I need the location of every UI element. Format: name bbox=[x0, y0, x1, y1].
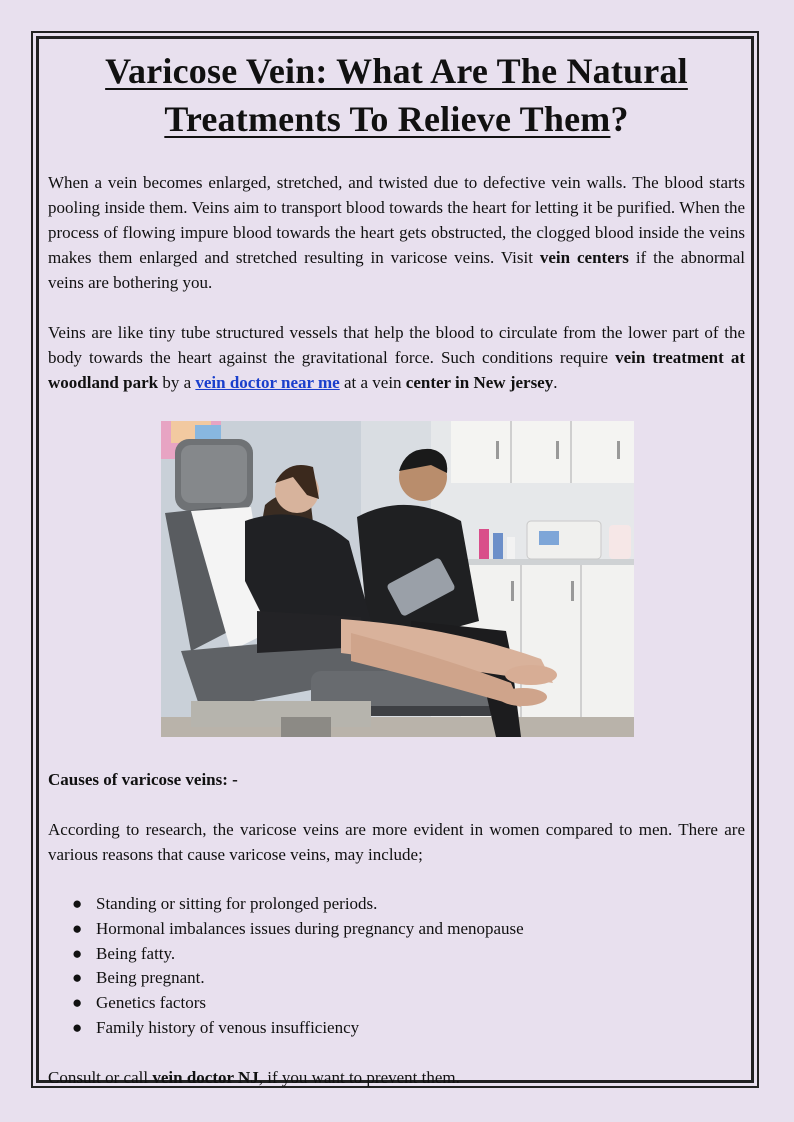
vein-doctor-near-me-link[interactable]: vein doctor near me bbox=[195, 373, 340, 392]
consult-paragraph bbox=[48, 1065, 745, 1090]
clinic-photo bbox=[161, 421, 634, 737]
document-body bbox=[48, 47, 745, 1090]
causes-heading: Causes of varicose veins: - bbox=[48, 770, 238, 789]
veins-tail: . bbox=[553, 373, 558, 392]
list-item bbox=[72, 966, 745, 991]
page-title bbox=[48, 47, 745, 143]
list-item bbox=[72, 892, 745, 917]
bullet-icon: ● bbox=[72, 993, 83, 1013]
intro-text: When a vein becomes enlarged, stretched, and twisted due to defective vein walls. The blood starts pooling inside them. Veins aim to transport blood towards the heart for letting it be purified. When the process of flowing impure blood towards the heart gets obstructed, the clogged blood inside the veins makes them enlarged and stretched resulting in varicose veins. Visit bbox=[48, 173, 745, 267]
bullet-icon: ● bbox=[72, 1017, 83, 1037]
list-item-text: Standing or sitting for prolonged periods. bbox=[96, 894, 378, 913]
veins-text: Veins are like tiny tube structured vessels that help the blood to circulate from the lower part of the body towards the heart against the gravitational force. Such conditions require bbox=[48, 323, 745, 367]
veins-mid-2: at a vein bbox=[339, 373, 406, 392]
list-item bbox=[72, 991, 745, 1016]
vein-doctor-nj-bold: vein doctor NJ bbox=[152, 1067, 259, 1087]
causes-list bbox=[48, 892, 745, 1041]
bullet-icon: ● bbox=[72, 968, 83, 988]
consult-text: Consult or call bbox=[48, 1067, 153, 1087]
center-new-jersey-bold: center in New jersey bbox=[405, 373, 554, 392]
list-item bbox=[72, 1016, 745, 1041]
title-line-2: Treatments To Relieve Them bbox=[164, 99, 611, 139]
research-paragraph: According to research, the varicose veins are more evident in women compared to men. There are various reasons that cause varicose veins, may include; bbox=[48, 820, 745, 864]
title-line-1: Varicose Vein: What Are The Natural bbox=[105, 51, 688, 91]
list-item-text: Being pregnant. bbox=[96, 968, 205, 988]
vein-centers-bold: vein centers bbox=[539, 248, 629, 267]
veins-mid-1: by a bbox=[158, 373, 196, 392]
list-item-text: Hormonal imbalances issues during pregnancy and menopause bbox=[96, 918, 524, 938]
bullet-icon: ● bbox=[72, 943, 83, 963]
bullet-icon: ● bbox=[72, 918, 83, 938]
list-item bbox=[72, 917, 745, 942]
list-item bbox=[72, 942, 745, 967]
list-item-text: Family history of venous insufficiency bbox=[96, 1017, 360, 1037]
consult-tail: , if you want to prevent them. bbox=[258, 1067, 460, 1087]
intro-paragraph bbox=[48, 170, 745, 295]
list-item-text: Genetics factors bbox=[96, 993, 206, 1013]
list-item-text: Being fatty. bbox=[96, 943, 176, 963]
veins-paragraph bbox=[48, 320, 745, 395]
bullet-icon: ● bbox=[72, 894, 83, 913]
intro-tail: if the abnormal veins are bothering you. bbox=[48, 248, 745, 292]
title-question-mark: ? bbox=[610, 99, 629, 139]
vein-treatment-bold: vein treatment at woodland park bbox=[48, 348, 746, 392]
